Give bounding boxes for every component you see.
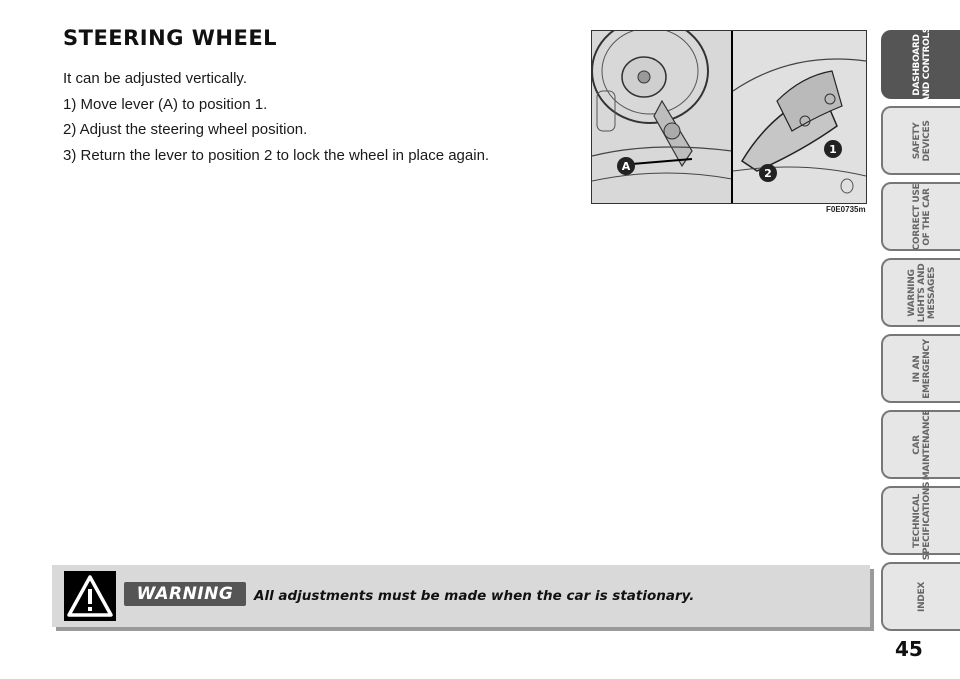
tab-in-an-emergency[interactable]: IN AN EMERGENCY: [881, 334, 960, 403]
figure-code: F0E0735m: [826, 205, 866, 214]
callout-1: 1: [829, 143, 837, 156]
chapter-tabs: [881, 26, 960, 630]
tab-car-maintenance[interactable]: CAR MAINTENANCE: [881, 410, 960, 479]
tab-correct-use-of-the-car[interactable]: CORRECT USE OF THE CAR: [881, 182, 960, 251]
tab-dashboard-and-controls[interactable]: DASHBOARD AND CONTROLS: [881, 30, 960, 99]
steering-wheel-illustration: [591, 30, 867, 204]
tab-technical-specifications[interactable]: TECHNICAL SPECIFICATIONS: [881, 486, 960, 555]
intro-text: It can be adjusted vertically.: [63, 70, 247, 87]
page-title: STEERING WHEEL: [63, 26, 278, 50]
tab-safety-devices[interactable]: SAFETY DEVICES: [881, 106, 960, 175]
step-3: 3) Return the lever to position 2 to lock the wheel in place again.: [63, 146, 490, 164]
warning-text: All adjustments must be made when the car is stationary.: [254, 588, 695, 604]
warning-triangle-icon: [64, 571, 116, 621]
tab-warning-lights-and-messages[interactable]: WARNING LIGHTS AND MESSAGES: [881, 258, 960, 327]
page-number: 45: [895, 637, 923, 661]
warning-box: [52, 565, 870, 627]
callout-a: A: [621, 160, 631, 173]
tab-index[interactable]: INDEX: [881, 562, 960, 631]
step-1: 1) Move lever (A) to position 1.: [63, 95, 268, 113]
step-2: 2) Adjust the steering wheel position.: [63, 121, 308, 138]
warning-label: WARNING: [124, 582, 246, 606]
instructions: [63, 66, 563, 168]
callout-2: 2: [764, 167, 772, 180]
